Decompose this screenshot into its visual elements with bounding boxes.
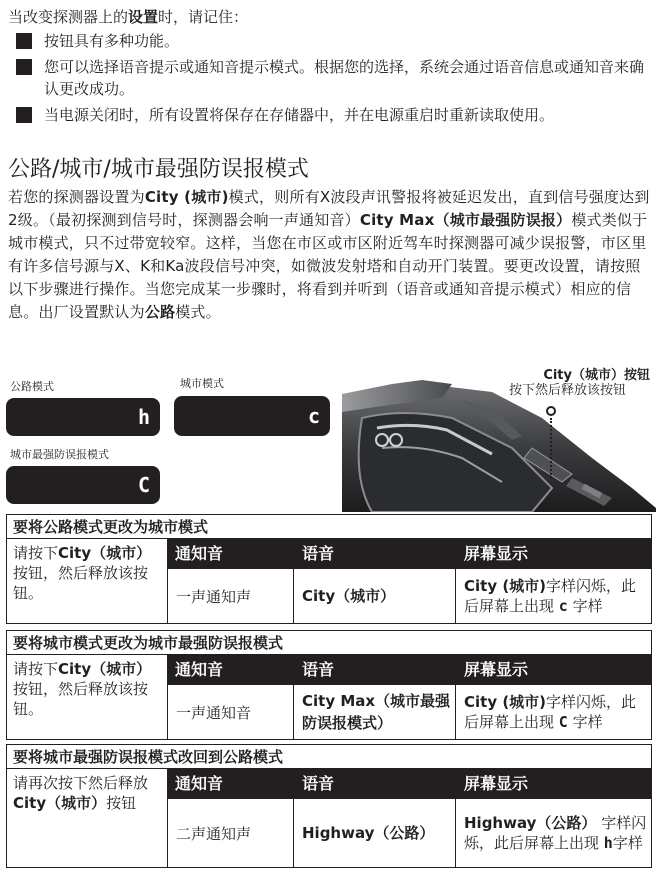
highway-display: h [6, 398, 160, 436]
intro-line [8, 6, 648, 28]
callout-subtitle: 按下然后释放该按钮 [508, 383, 626, 398]
table-instruction: 请再次按下然后释放City（城市）按钮 [13, 774, 149, 812]
table-header-row: 通知音 语音 屏幕显示 [167, 539, 651, 569]
table-highway-to-city [6, 514, 652, 624]
table-instruction: 请按下City（城市）按钮，然后释放该按钮。 [13, 544, 152, 602]
intro-suffix: 时，请记住： [158, 8, 249, 26]
table-citymax-to-highway [6, 744, 652, 868]
mode-description: 若您的探测器设置为City (城市)模式，则所有X波段声讯警报将被延迟发出，直到信号强度达到2级。（最初探测到信号时，探测器会响一声通知音）City Max（城市最强防误报）模式类似于城市模式，只不过带宽较窄。这样，当您在市区或市区附近驾车时探测器可减少误报警，市区里有许多信号源与X、K和Ka波段信号冲突，如微波发射塔和自动开门装置。要更改设置，请按照以下步骤进行操作。当您完成某一步骤时，将看到并听到（语音或通知音提示模式）相应的信息。出厂设置默认为公路模式。 [8, 188, 650, 321]
callout-title: City（城市）按钮 [543, 368, 650, 383]
callout-leader-line [550, 418, 552, 478]
intro-prefix: 当改变探测器上的 [8, 8, 129, 26]
intro-bold: 设置 [128, 8, 159, 26]
table-title: 要将城市最强防误报模式改回到公路模式 [7, 745, 651, 769]
bullet-item: 您可以选择语音提示或通知音提示模式。根据您的选择，系统会通过语音信息或通知音来确认更改成功。 [16, 56, 644, 100]
square-bullet-icon [16, 59, 32, 75]
callout-dot-icon [546, 406, 556, 416]
table-title: 要将公路模式更改为城市模式 [7, 515, 651, 539]
table-header-row: 通知音 语音 屏幕显示 [167, 769, 651, 799]
highway-mode-label: 公路模式 [10, 380, 54, 393]
table-instruction: 请按下City（城市）按钮，然后释放该按钮。 [13, 660, 152, 718]
table-row: 二声通知声 Highway（公路） Highway（公路） 字样闪烁，此后屏幕上出现 h字样 [167, 799, 651, 867]
city-mode-label: 城市模式 [180, 377, 224, 390]
table-title: 要将城市模式更改为城市最强防误报模式 [7, 631, 651, 655]
square-bullet-icon [16, 107, 32, 123]
square-bullet-icon [16, 33, 32, 49]
bullet-item: 当电源关闭时，所有设置将保存在存储器中，并在电源重启时重新读取使用。 [16, 104, 644, 126]
bullet-item: 按钮具有多种功能。 [16, 30, 644, 52]
table-header-row: 通知音 语音 屏幕显示 [167, 655, 651, 685]
citymax-mode-label: 城市最强防误报模式 [10, 448, 109, 461]
citymax-display: C [6, 466, 160, 504]
table-row: 一声通知声 City（城市） City (城市)字样闪烁，此后屏幕上出现 c 字样 [167, 569, 651, 623]
section-title: 公路/城市/城市最强防误报模式 [8, 157, 309, 182]
table-city-to-citymax [6, 630, 652, 740]
city-display: c [174, 396, 330, 436]
table-row: 一声通知音 City Max（城市最强防误报模式） City (城市)字样闪烁，此后屏幕上出现 C 字样 [167, 685, 651, 739]
bullet-list [16, 30, 644, 130]
